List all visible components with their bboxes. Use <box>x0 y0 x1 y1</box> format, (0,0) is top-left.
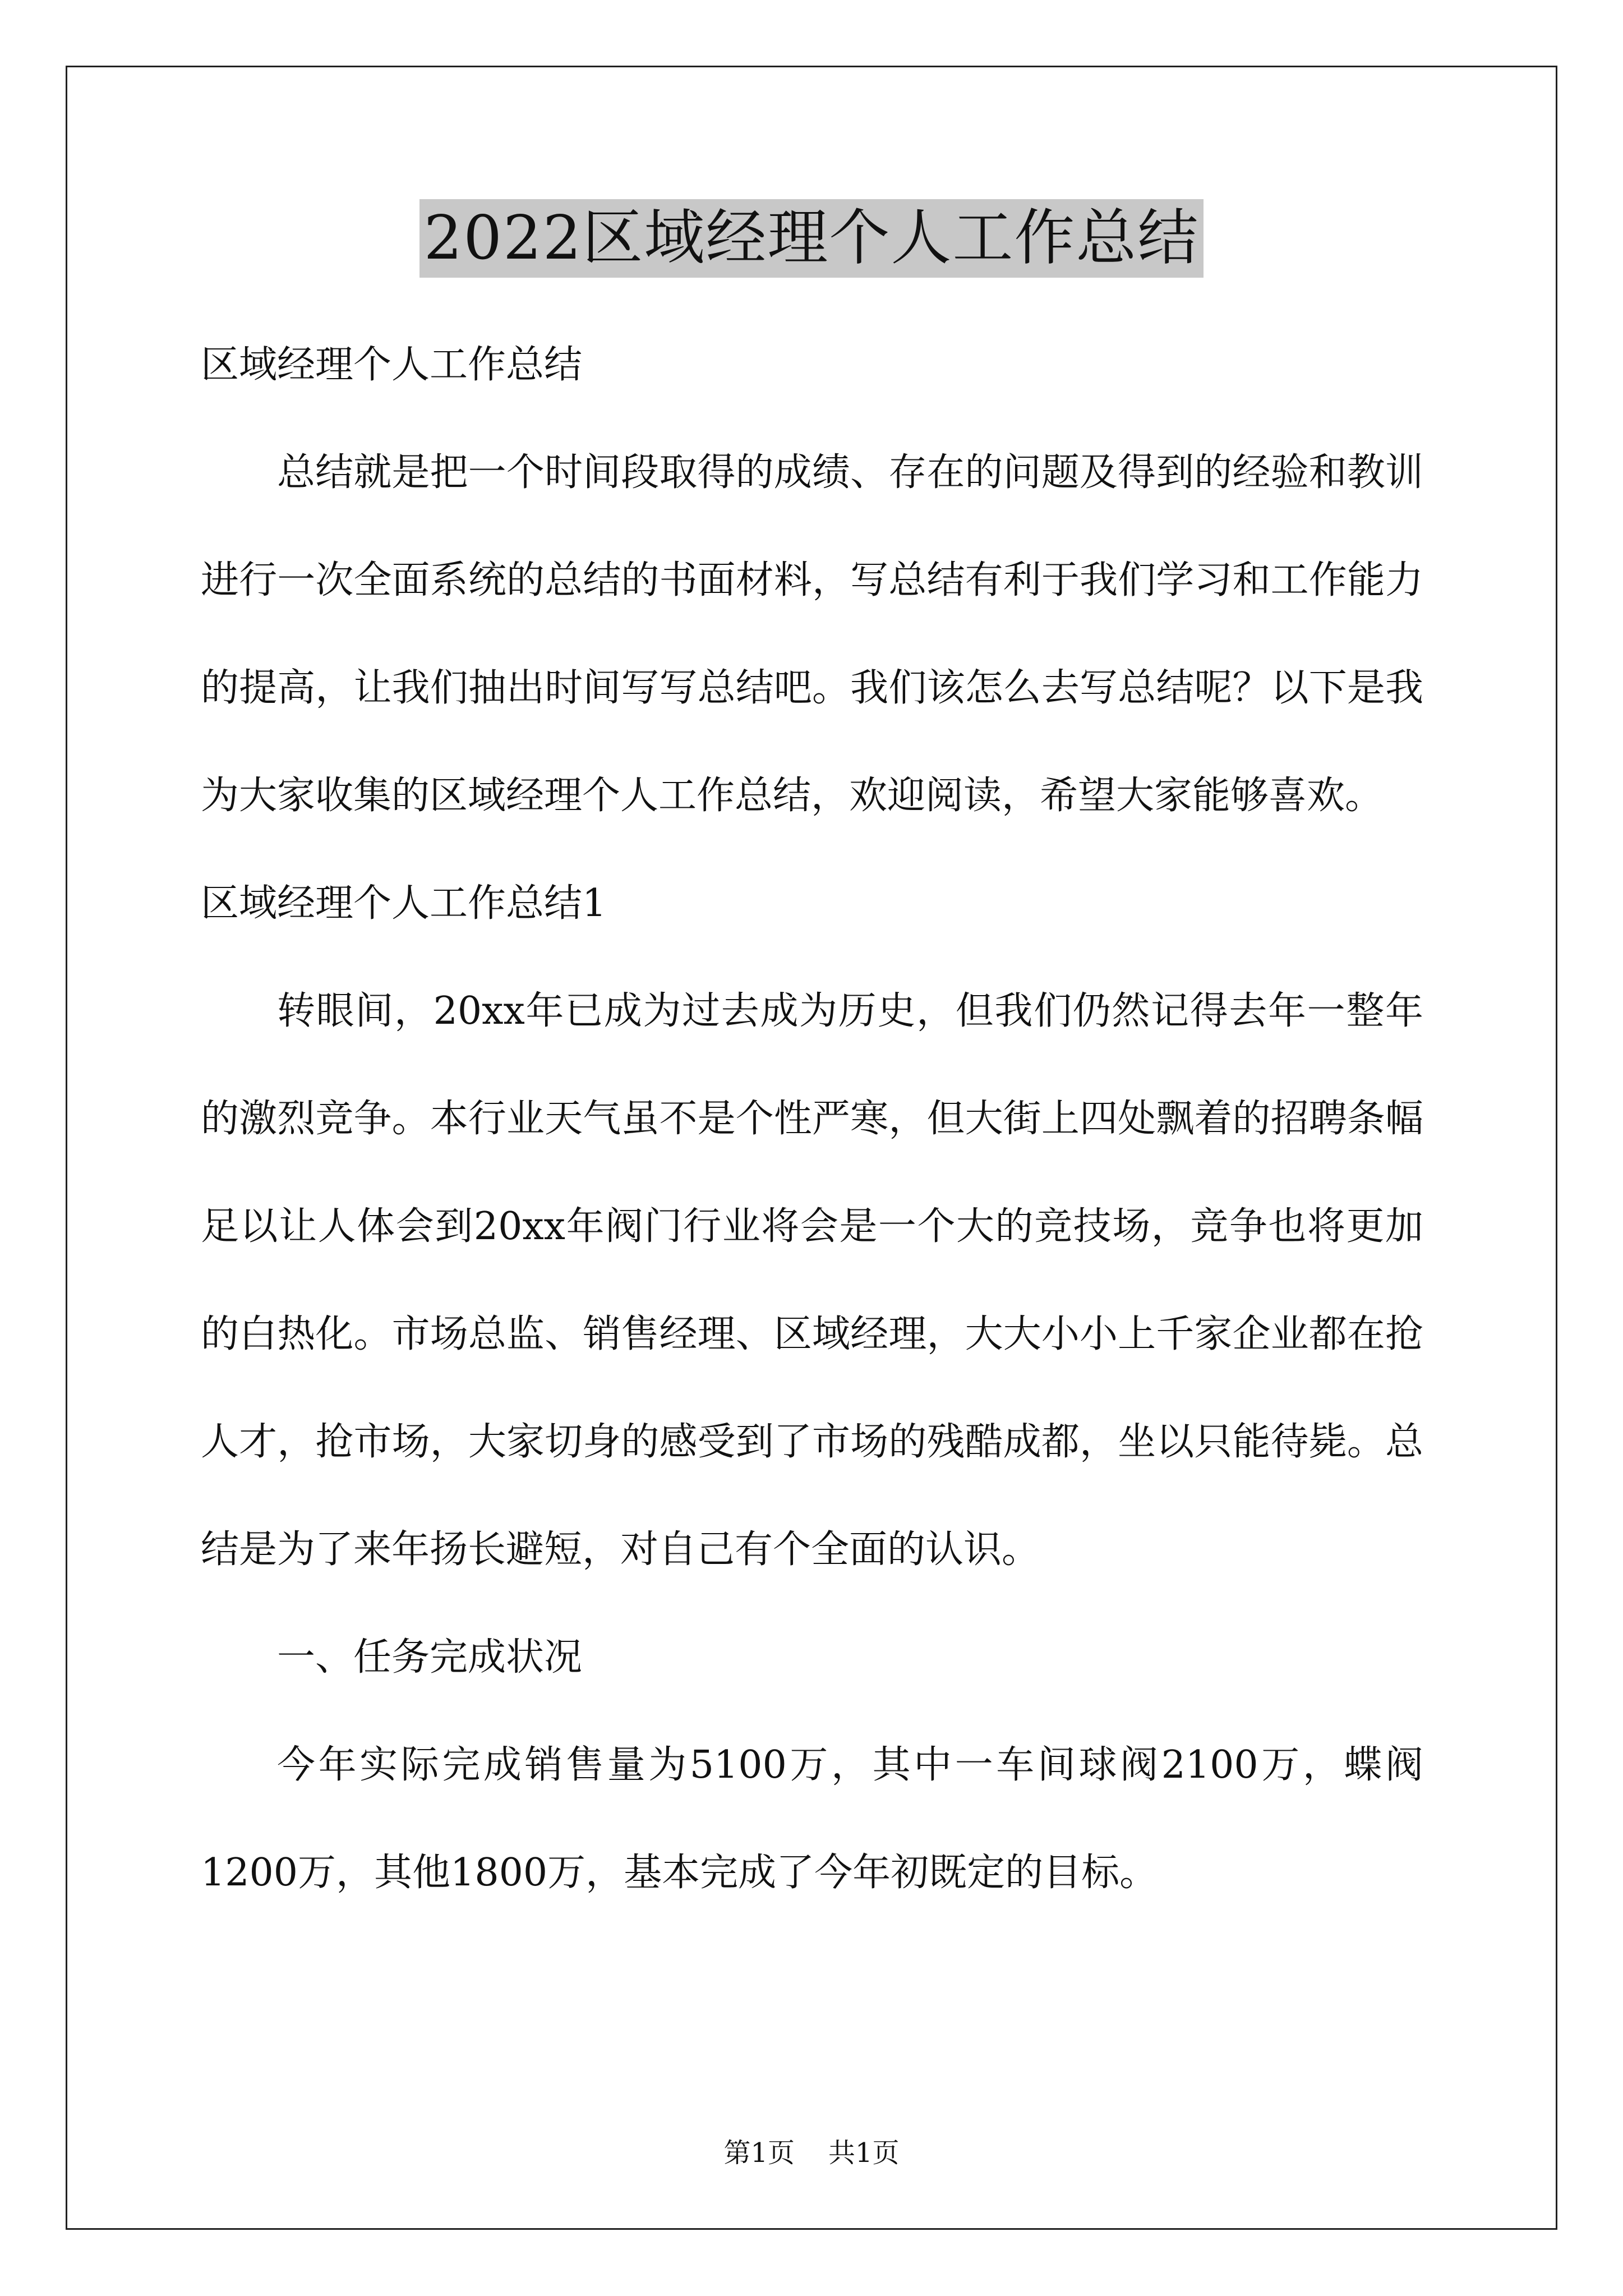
page-footer <box>0 2136 1623 2170</box>
page-number: 第1页 <box>723 2137 795 2169</box>
subtitle: 区域经理个人工作总结 <box>201 343 583 387</box>
document-title: 2022区域经理个人工作总结 <box>419 199 1204 278</box>
section-heading: 区域经理个人工作总结1 <box>201 881 607 926</box>
title-container <box>0 199 1623 278</box>
page-total: 共1页 <box>828 2137 900 2169</box>
task-heading: 一、任务完成状况 <box>277 1635 583 1680</box>
body-paragraph: 转眼间，20xx年已成为过去成为历史，但我们仍然记得去年一整年的激烈竞争。本行业天气虽不是个性严寒，但大街上四处飘着的招聘条幅足以让人体会到20xx年阀门行业将会是一个大的竞技场，竞争也将更加的白热化。市场总监、销售经理、区域经理，大大小小上千家企业都在抢人才，抢市场，大家切身的感受到了市场的残酷成都，坐以只能待毙。总结是为了来年扬长避短，对自己有个全面的认识。 <box>201 989 1423 1572</box>
document-body <box>201 311 1423 1927</box>
task-paragraph: 今年实际完成销售量为5100万，其中一车间球阀2100万，蝶阀1200万，其他1800万，基本完成了今年初既定的目标。 <box>201 1743 1423 1895</box>
intro-paragraph: 总结就是把一个时间段取得的成绩、存在的问题及得到的经验和教训进行一次全面系统的总结的书面材料，写总结有利于我们学习和工作能力的提高，让我们抽出时间写写总结吧。我们该怎么去写总结呢？以下是我为大家收集的区域经理个人工作总结，欢迎阅读，希望大家能够喜欢。 <box>201 450 1423 818</box>
